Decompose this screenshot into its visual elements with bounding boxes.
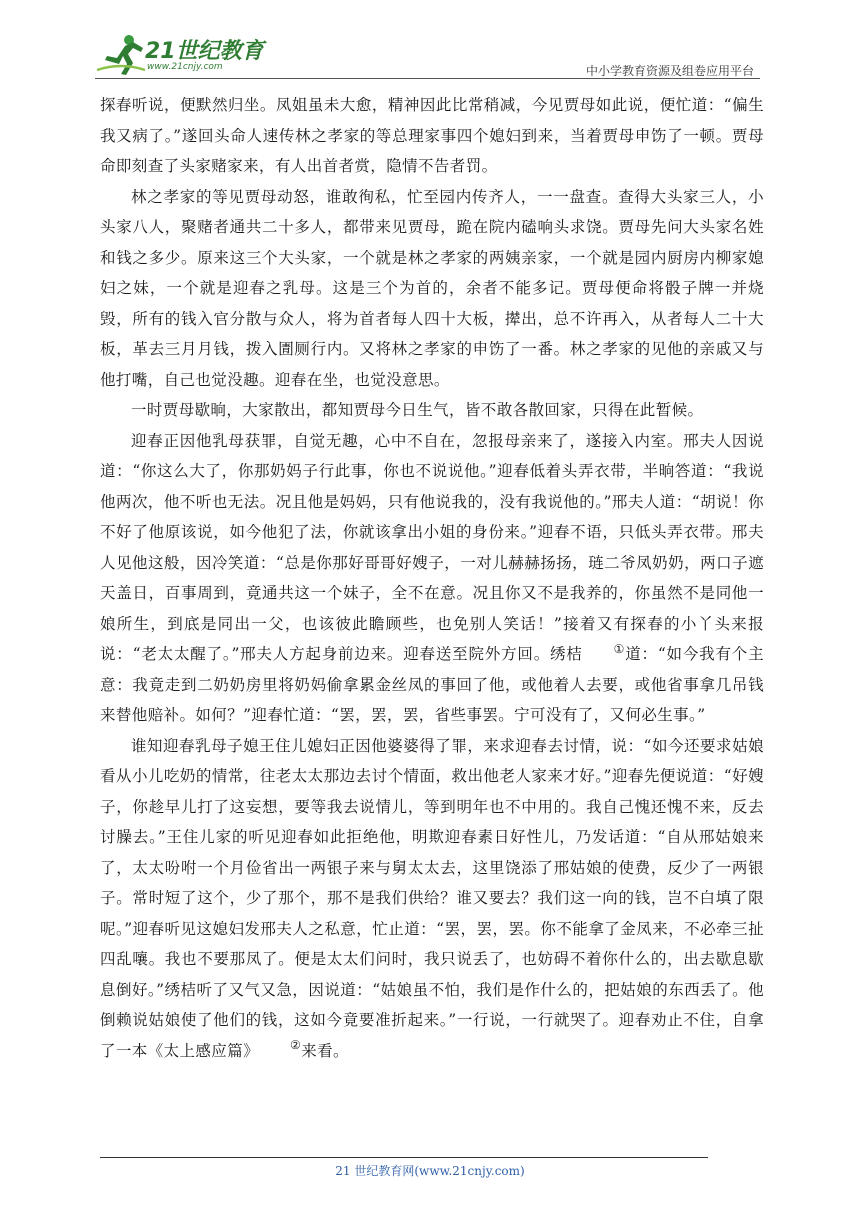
paragraph-4 bbox=[100, 426, 764, 731]
footnote-marker[interactable]: ② bbox=[290, 1038, 302, 1053]
footer-divider bbox=[100, 1157, 708, 1158]
paragraph-3 bbox=[100, 395, 764, 426]
paragraph-text: 一时贾母歇晌，大家散出，都知贾母今日生气，皆不敢各散回家，只得在此暂候。 bbox=[131, 401, 704, 419]
paragraph-1 bbox=[100, 90, 764, 182]
platform-title: 中小学教育资源及组卷应用平台 bbox=[585, 64, 754, 78]
page-footer[interactable]: 21 世纪教育网(www.21cnjy.com) bbox=[335, 1164, 525, 1178]
paragraph-text: 探春听说，便默然归坐。凤姐虽未大愈，精神因此比常稍减，今见贾母如此说，便忙道：“偏生我又病了。”遂回头命人速传林之孝家的等总理家事四个媳妇到来，当着贾母申饬了一顿。贾母命即刻查了头家赌家来，有人出首者赏，隐情不告者罚。 bbox=[100, 96, 764, 175]
paragraph-text: 道：“如今我有个主意：我竟走到二奶奶房里将奶妈偷拿累金丝凤的事回了他，或他着人去要，或他省事拿几吊钱来替他赔补。如何？”迎春忙道：“罢，罢，罢，省些事罢。宁可没有了，又何必生事。” bbox=[100, 645, 764, 724]
article-body bbox=[100, 90, 764, 1066]
logo-text: 21世纪教育 bbox=[145, 39, 264, 64]
runner-logo-icon bbox=[95, 32, 147, 78]
footnote-marker[interactable]: ① bbox=[613, 641, 625, 656]
logo-url: www.21cnjy.com bbox=[147, 62, 223, 72]
logo bbox=[95, 32, 265, 78]
paragraph-text: 谁知迎春乳母子媳王住儿媳妇正因他婆婆得了罪，来求迎春去讨情，说：“如今还要求姑娘看从小儿吃奶的情常，往老太太那边去讨个情面，救出他老人家来才好。”迎春先便说道：“好嫂子，你趁早儿打了这妄想，要等我去说情儿，等到明年也不中用的。我自己愧还愧不来，反去讨臊去。”王住儿家的听见迎春如此拒绝他，明欺迎春素日好性儿，乃发话道：“自从邢姑娘来了，太太吩咐一个月俭省出一两银子来与舅太太去，这里饶添了邢姑娘的使费，反少了一两银子。常时短了这个，少了那个，那不是我们供给？谁又要去？我们这一向的钱，岂不白填了限呢。”迎春听见这媳妇发邢夫人之私意，忙止道：“罢，罢，罢。你不能拿了金凤来，不必牵三扯四乱嚷。我也不要那凤了。便是太太们问时，我只说丢了，也妨碍不着你什么的，出去歇息歇息倒好。”绣桔听了又气又急，因说道：“姑娘虽不怕，我们是作什么的，把姑娘的东西丢了。他倒赖说姑娘使了他们的钱，这如今竟要准折起来。”一行说，一行就哭了。迎春劝止不住，自拿了一本《太上感应篇》 bbox=[100, 736, 764, 1060]
page-header bbox=[95, 30, 760, 80]
paragraph-text: 来看。 bbox=[301, 1041, 349, 1060]
paragraph-2 bbox=[100, 182, 764, 396]
header-divider bbox=[95, 78, 760, 79]
paragraph-text: 迎春正因他乳母获罪，自觉无趣，心中不自在，忽报母亲来了，遂接入内室。邢夫人因说道：“你这么大了，你那奶妈子行此事，你也不说说他。”迎春低着头弄衣带，半晌答道：“我说他两次，他不听也无法。况且他是妈妈，只有他说我的，没有我说他的。”邢夫人道：“胡说！你不好了他原该说，如今他犯了法，你就该拿出小姐的身份来。”迎春不语，只低头弄衣带。邢夫人见他这般，因冷笑道：“总是你那好哥哥好嫂子，一对儿赫赫扬扬，琏二爷凤奶奶，两口子遮天盖日，百事周到，竟通共这一个妹子，全不在意。况且你又不是我养的，你虽然不是同他一娘所生，到底是同出一父，也该彼此瞻顾些，也免别人笑话！”接着又有探春的小丫头来报说：“老太太醒了。”邢夫人方起身前边来。迎春送至院外方回。绣桔 bbox=[100, 431, 764, 663]
paragraph-5 bbox=[100, 731, 764, 1067]
paragraph-text: 林之孝家的等见贾母动怒，谁敢徇私，忙至园内传齐人，一一盘查。查得大头家三人，小头家八人，聚赌者通共二十多人，都带来见贾母，跪在院内磕响头求饶。贾母先问大头家名姓和钱之多少。原来这三个大头家，一个就是林之孝家的两姨亲家，一个就是园内厨房内柳家媳妇之妹，一个就是迎春之乳母。这是三个为首的，余者不能多记。贾母便命将骰子牌一并烧毁，所有的钱入官分散与众人，将为首者每人四十大板，撵出，总不许再入，从者每人二十大板，革去三月月钱，拨入圊厕行内。又将林之孝家的申饬了一番。林之孝家的见他的亲戚又与他打嘴，自己也觉没趣。迎春在坐，也觉没意思。 bbox=[100, 187, 764, 389]
